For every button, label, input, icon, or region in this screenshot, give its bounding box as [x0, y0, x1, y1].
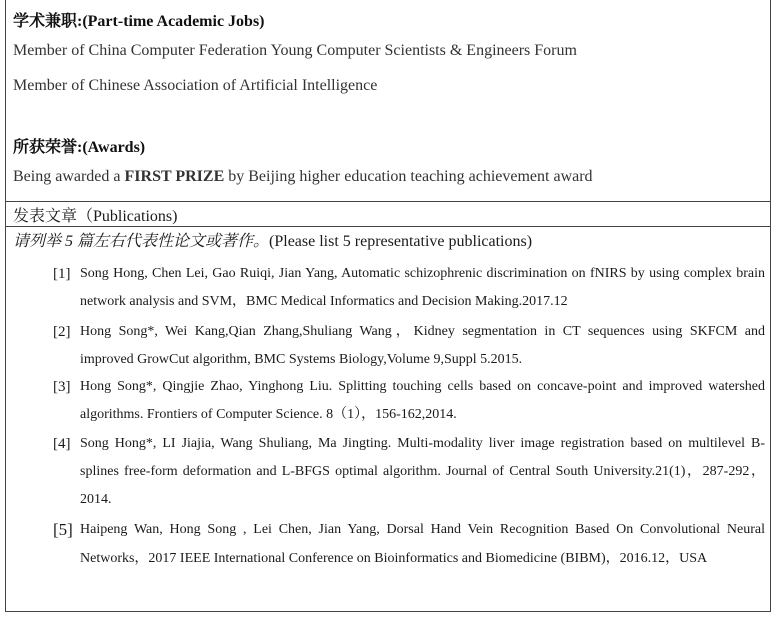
- publications-heading: 发表文章（Publications): [13, 208, 178, 225]
- awards-heading: 所获荣誉:(Awards): [13, 139, 146, 156]
- publication-text: Hong Song*, Wei Kang,Qian Zhang,Shuliang Wang，Kidney segmentation in CT sequences using SKFCM and improved GrowCut algorithm, BMC Systems Biology,Volume 9,Suppl 5.2015.: [80, 324, 765, 367]
- section-divider: [6, 226, 770, 227]
- award-line: [13, 168, 593, 186]
- part-time-item: Member of China Computer Federation Young Computer Scientists & Engineers Forum: [13, 42, 577, 59]
- publication-number: [2]: [53, 324, 71, 340]
- publication-text: Haipeng Wan, Hong Song , Lei Chen, Jian Yang, Dorsal Hand Vein Recognition Based On Convolutional Neural Networks，2017 IEEE International Conference on Bioinformatics and Biomedicine (BIBM)，2016.12，USA: [80, 522, 765, 566]
- publication-text: Hong Song*, Qingjie Zhao, Yinghong Liu. Splitting touching cells based on concave-point and improved watershed algorithms. Frontiers of Computer Science. 8（1），156-162,2014.: [80, 379, 765, 422]
- publications-note-cn: 请列举 5 篇左右代表性论文或著作。: [13, 233, 270, 250]
- part-time-item: Member of Chinese Association of Artificial Intelligence: [13, 77, 378, 94]
- publications-note-en: (Please list 5 representative publications): [269, 233, 533, 250]
- section-divider: [6, 201, 770, 202]
- publication-text: Song Hong, Chen Lei, Gao Ruiqi, Jian Yang, Automatic schizophrenic discrimination on fNIRS by using complex brain network analysis and SVM，BMC Medical Informatics and Decision Making.2017.12: [80, 266, 765, 309]
- publication-text: Song Hong*, LI Jiajia, Wang Shuliang, Ma Jingting. Multi-modality liver image registration based on multilevel B-splines free-form deformation and L-BFGS optimal algorithm. Journal of Central South University.21(1)，287-292，2014.: [80, 436, 765, 507]
- publications-note: [13, 228, 532, 251]
- award-suffix: by Beijing higher education teaching achievement award: [224, 168, 593, 185]
- award-prefix: Being awarded a: [13, 168, 125, 185]
- document-table: [5, 0, 771, 612]
- award-highlight: FIRST PRIZE: [124, 168, 225, 185]
- publication-number: [3]: [53, 379, 71, 395]
- publication-number: [4]: [53, 436, 71, 452]
- publication-number: [1]: [53, 266, 71, 282]
- publication-number: [5]: [53, 520, 73, 539]
- part-time-heading: 学术兼职:(Part-time Academic Jobs): [13, 13, 265, 30]
